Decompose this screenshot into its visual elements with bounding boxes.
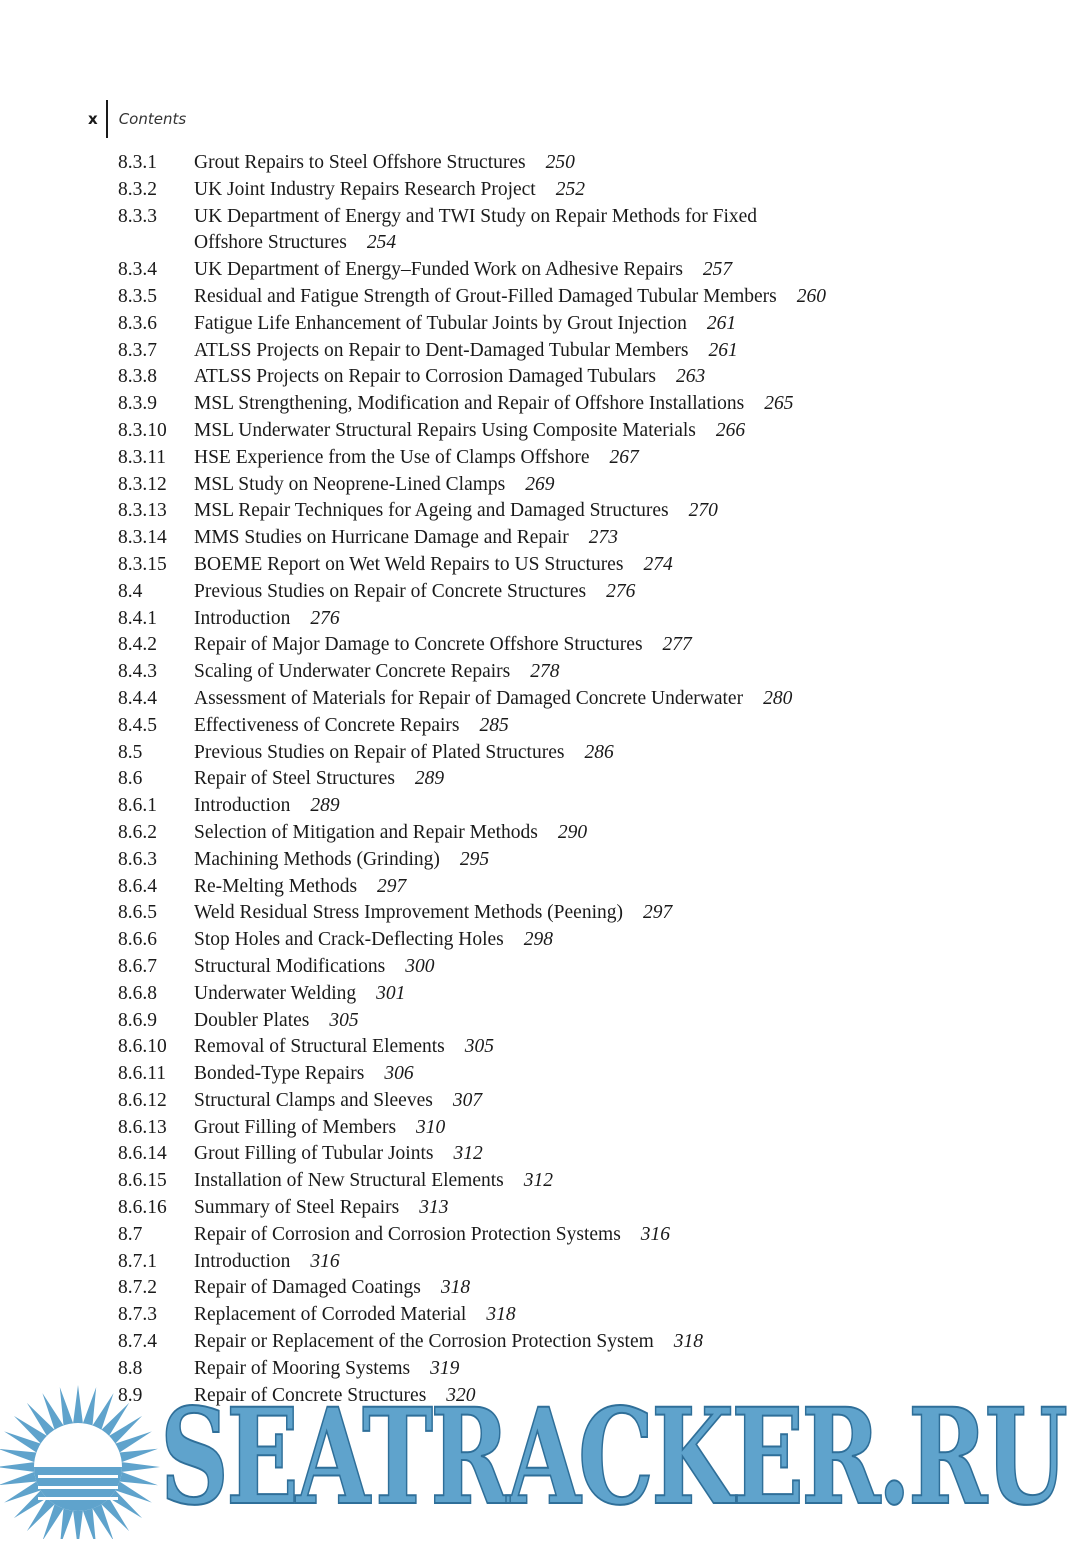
toc-entry-page: 290 [557, 821, 588, 843]
toc-entry-page: 261 [708, 339, 738, 361]
toc-entry-title: MSL Underwater Structural Repairs Using Composite Materials [194, 419, 696, 441]
toc-entry[interactable] [118, 1115, 1018, 1142]
toc-entry-title-block [194, 391, 1018, 418]
toc-entry-title: Introduction [194, 1250, 291, 1272]
toc-entry-title: Repair of Concrete Structures [194, 1384, 427, 1406]
toc-entry-number: 8.6.7 [118, 955, 157, 977]
toc-entry-title: Summary of Steel Repairs [194, 1197, 400, 1219]
toc-entry-number: 8.4.1 [118, 607, 157, 629]
toc-entry[interactable] [118, 686, 1018, 713]
toc-entry-page: 298 [523, 929, 554, 951]
toc-entry-title: Repair of Major Damage to Concrete Offshore Structures [194, 634, 643, 656]
toc-entry-title: Repair of Steel Structures [194, 768, 395, 790]
wave-line-icon [38, 1497, 118, 1500]
toc-entry[interactable] [118, 659, 1018, 686]
toc-entry-page: 310 [416, 1116, 446, 1138]
toc-entry-page: 257 [702, 259, 733, 281]
toc-entry-number: 8.8 [118, 1357, 143, 1379]
toc-entry[interactable] [118, 793, 1018, 820]
toc-entry-title: UK Department of Energy–Funded Work on Adhesive Repairs [194, 259, 683, 281]
toc-entry-title-block [194, 874, 1018, 901]
toc-entry-page: 307 [452, 1089, 483, 1111]
toc-entry-number: 8.6.2 [118, 821, 157, 843]
toc-entry-title-block [194, 204, 1018, 258]
toc-entry[interactable] [118, 981, 1018, 1008]
toc-entry-number: 8.7.2 [118, 1277, 157, 1299]
toc-entry-number: 8.3.6 [118, 312, 157, 334]
toc-entry-title-block [194, 713, 1018, 740]
toc-entry-title: MMS Studies on Hurricane Damage and Repair [194, 527, 569, 549]
sun-logo-icon [0, 1385, 160, 1539]
toc-entry-title-block [194, 472, 1018, 499]
toc-entry[interactable] [118, 525, 1018, 552]
toc-entry-number: 8.4.3 [118, 661, 157, 683]
toc-entry-title: Repair of Mooring Systems [194, 1357, 411, 1379]
toc-entry-number: 8.7.1 [118, 1250, 157, 1272]
toc-entry-title-block [194, 418, 1018, 445]
toc-entry-title-block [194, 847, 1018, 874]
toc-entry-page: 250 [545, 152, 575, 173]
toc-entry-title: MSL Study on Neoprene-Lined Clamps [194, 473, 506, 495]
toc-entry-title-block [194, 981, 1018, 1008]
toc-entry-number: 8.3.9 [118, 393, 157, 415]
toc-entry-number: 8.7 [118, 1223, 143, 1245]
toc-entry[interactable] [118, 364, 1018, 391]
toc-entry-title-block [194, 1329, 1018, 1356]
toc-entry-title: BOEME Report on Wet Weld Repairs to US Structures [194, 553, 624, 575]
toc-entry-title: Grout Filling of Tubular Joints [194, 1143, 434, 1165]
toc-entry-number: 8.9 [118, 1384, 143, 1406]
toc-entry-page: 263 [676, 366, 706, 388]
toc-entry-title: ATLSS Projects on Repair to Dent-Damaged Tubular Members [194, 339, 689, 361]
toc-entry[interactable] [118, 1061, 1018, 1088]
toc-entry[interactable] [118, 1302, 1018, 1329]
toc-entry-title-block [194, 1088, 1018, 1115]
toc-entry-title: Structural Modifications [194, 955, 386, 977]
toc-entry-page: 276 [310, 607, 340, 629]
toc-entry-page: 289 [310, 795, 340, 817]
toc-entry-page: 266 [715, 419, 746, 441]
toc-entry-number: 8.4.4 [118, 687, 157, 709]
toc-entry-page: 265 [764, 393, 794, 415]
toc-entry-page: 306 [384, 1063, 414, 1085]
toc-entry-title-block [194, 659, 1018, 686]
toc-entry-title-block [194, 927, 1018, 954]
toc-entry-number: 8.6.16 [118, 1197, 167, 1219]
toc-entry-title-block [194, 606, 1018, 633]
toc-entry-page: 301 [376, 982, 406, 1004]
toc-entry-title-block [194, 552, 1018, 579]
toc-entry[interactable] [118, 445, 1018, 472]
toc-entry-number: 8.4.2 [118, 634, 157, 656]
toc-entry[interactable] [118, 391, 1018, 418]
toc-entry-page: 305 [464, 1036, 494, 1058]
toc-entry[interactable] [118, 311, 1018, 338]
toc-entry[interactable] [118, 257, 1018, 284]
toc-entry-title-block [194, 1275, 1018, 1302]
toc-entry-title-block [194, 793, 1018, 820]
toc-entry-title: Grout Repairs to Steel Offshore Structures [194, 152, 526, 173]
toc-entry-title-block [194, 1222, 1018, 1249]
toc-entry-number: 8.3.13 [118, 500, 167, 522]
toc-entry-number: 8.6.15 [118, 1170, 167, 1192]
toc-entry-title: Selection of Mitigation and Repair Methods [194, 821, 538, 843]
toc-entry[interactable] [118, 472, 1018, 499]
toc-entry-title: UK Joint Industry Repairs Research Project [194, 178, 536, 200]
toc-entry-number: 8.6 [118, 768, 143, 790]
toc-entry-number: 8.3.5 [118, 285, 157, 307]
toc-entry[interactable] [118, 954, 1018, 981]
toc-entry-title-block [194, 498, 1018, 525]
toc-entry-number: 8.3.8 [118, 366, 157, 388]
watermark-graphic [0, 1375, 1080, 1539]
toc-entry[interactable] [118, 766, 1018, 793]
wave-line-icon [38, 1486, 118, 1489]
toc-entry-page: 276 [606, 580, 636, 602]
toc-entry-title-block [194, 820, 1018, 847]
page-header [88, 100, 186, 138]
toc-entry-title: Introduction [194, 795, 291, 817]
watermark [0, 1375, 1080, 1539]
toc-entry-title-block [194, 1168, 1018, 1195]
toc-entry[interactable] [118, 900, 1018, 927]
toc-entry-number: 8.6.1 [118, 795, 157, 817]
toc-entry-title: Repair or Replacement of the Corrosion Protection System [194, 1331, 654, 1353]
toc-entry-title: ATLSS Projects on Repair to Corrosion Damaged Tubulars [194, 366, 657, 388]
toc-entry-page: 312 [523, 1170, 554, 1192]
toc-entry-title: UK Department of Energy and TWI Study on Repair Methods for Fixed [194, 205, 758, 227]
toc-entry[interactable] [118, 1195, 1018, 1222]
toc-entry-title-block [194, 445, 1018, 472]
toc-entry[interactable] [118, 1168, 1018, 1195]
toc-entry-number: 8.3.7 [118, 339, 157, 361]
toc-entry[interactable] [118, 1008, 1018, 1035]
toc-entry-page: 289 [414, 768, 445, 790]
toc-entry-page: 312 [453, 1143, 483, 1165]
toc-entry[interactable] [118, 1088, 1018, 1115]
toc-entry-number: 8.7.4 [118, 1331, 157, 1353]
toc-entry-page: 297 [377, 875, 407, 897]
toc-entry-title-block [194, 686, 1018, 713]
toc-entry-page: 252 [555, 178, 585, 200]
toc-entry[interactable] [118, 204, 1018, 258]
toc-entry[interactable] [118, 632, 1018, 659]
toc-entry-title-block [194, 311, 1018, 338]
toc-entry[interactable] [118, 338, 1018, 365]
toc-entry-page: 277 [662, 634, 692, 656]
toc-entry-title-block [194, 766, 1018, 793]
toc-entry[interactable] [118, 1222, 1018, 1249]
toc-entry[interactable] [118, 418, 1018, 445]
toc-entry[interactable] [118, 740, 1018, 767]
toc-entry-page: 285 [479, 714, 509, 736]
toc-entry-title: Grout Filling of Members [194, 1116, 397, 1138]
toc-entry-number: 8.3.3 [118, 205, 157, 227]
toc-entry-number: 8.4.5 [118, 714, 157, 736]
toc-entry[interactable] [118, 847, 1018, 874]
toc-entry-title-block [194, 1061, 1018, 1088]
toc-entry-number: 8.3.2 [118, 178, 157, 200]
toc-entry-page: 270 [688, 500, 718, 522]
toc-entry-title-block [194, 150, 1018, 177]
running-head: Contents [118, 110, 187, 128]
toc-entry-title: Replacement of Corroded Material [194, 1304, 467, 1326]
toc-entry-title: Structural Clamps and Sleeves [194, 1089, 433, 1111]
toc-entry-page: 316 [310, 1250, 340, 1272]
toc-entry-number: 8.5 [118, 741, 143, 763]
toc-entry[interactable] [118, 606, 1018, 633]
toc-entry[interactable] [118, 177, 1018, 204]
toc-entry-number: 8.6.3 [118, 848, 157, 870]
toc-entry-page: 267 [609, 446, 639, 468]
toc-entry-number: 8.6.8 [118, 982, 157, 1004]
toc-entry-title: Previous Studies on Repair of Plated Structures [194, 741, 565, 763]
toc-entry-number: 8.6.5 [118, 902, 157, 924]
toc-entry-title: Fatigue Life Enhancement of Tubular Joints by Grout Injection [194, 312, 687, 334]
toc-entry-number: 8.6.4 [118, 875, 157, 897]
toc-entry-page: 254 [366, 232, 397, 254]
watermark-text: SEATRACKER.RU [160, 1380, 1067, 1535]
toc-entry-page: 278 [530, 661, 560, 683]
toc-entry[interactable] [118, 713, 1018, 740]
toc-entry-title-block [194, 632, 1018, 659]
toc-entry-title: Machining Methods (Grinding) [194, 848, 440, 870]
toc-entry-number: 8.7.3 [118, 1304, 157, 1326]
wave-line-icon [38, 1475, 118, 1478]
toc-entry-number: 8.4 [118, 580, 143, 602]
toc-entry-title: Removal of Structural Elements [194, 1036, 445, 1058]
toc-entry[interactable] [118, 1141, 1018, 1168]
toc-entry-title-block [194, 579, 1018, 606]
toc-entry-page: 280 [763, 687, 793, 709]
toc-entry-page: 269 [525, 473, 555, 495]
toc-entry-title: Effectiveness of Concrete Repairs [194, 714, 460, 736]
toc-entry-title-block [194, 740, 1018, 767]
toc-entry-title-block [194, 1141, 1018, 1168]
toc-entry[interactable] [118, 874, 1018, 901]
toc-entry-title: Installation of New Structural Elements [194, 1170, 504, 1192]
toc-entry-page: 286 [584, 741, 614, 763]
toc-entry-title-block [194, 338, 1018, 365]
toc-entry-page: 274 [643, 553, 673, 575]
toc-entry-title-block [194, 1249, 1018, 1276]
toc-entry-title-block [194, 1195, 1018, 1222]
toc-entry[interactable] [118, 927, 1018, 954]
toc-entry-number: 8.6.12 [118, 1089, 167, 1111]
toc-entry[interactable] [118, 284, 1018, 311]
toc-entry-number: 8.6.9 [118, 1009, 157, 1031]
toc-entry[interactable] [118, 579, 1018, 606]
toc-entry-title-continued: Offshore Structures [194, 232, 347, 254]
toc-entry-number: 8.6.13 [118, 1116, 167, 1138]
toc-entry-page: 318 [673, 1331, 704, 1353]
toc-entry-title: Weld Residual Stress Improvement Methods (Peening) [194, 902, 623, 924]
toc-entry-title: Scaling of Underwater Concrete Repairs [194, 661, 511, 683]
toc-entry-number: 8.3.4 [118, 259, 157, 281]
toc-entry-page: 295 [459, 848, 490, 870]
toc-entry-page: 300 [405, 955, 435, 977]
toc-entry-page: 316 [640, 1223, 671, 1245]
toc-entry-title-block [194, 284, 1018, 311]
toc-entry-number: 8.3.11 [118, 446, 167, 468]
toc-entry-title: Previous Studies on Repair of Concrete Structures [194, 580, 587, 602]
toc-entry-title-block [194, 1115, 1018, 1142]
toc-entry-title: MSL Repair Techniques for Ageing and Damaged Structures [194, 500, 669, 522]
toc-entry-title: Doubler Plates [194, 1009, 310, 1031]
toc-entry-title: HSE Experience from the Use of Clamps Offshore [194, 446, 590, 468]
toc-entry[interactable] [118, 1275, 1018, 1302]
toc-entry-number: 8.6.11 [118, 1063, 167, 1085]
toc-entry-page: 318 [440, 1277, 471, 1299]
toc-entry[interactable] [118, 820, 1018, 847]
toc-entry-number: 8.3.15 [118, 553, 167, 575]
toc-entry[interactable] [118, 552, 1018, 579]
toc-entry[interactable] [118, 150, 1018, 177]
toc-entry-number: 8.3.10 [118, 419, 167, 441]
toc-entry-page: 297 [642, 902, 673, 924]
toc-entry-title: Re-Melting Methods [194, 875, 358, 897]
toc-entry-number: 8.6.14 [118, 1143, 167, 1165]
toc-entry-title: MSL Strengthening, Modification and Repair of Offshore Installations [194, 393, 745, 415]
toc-entry-title-block [194, 177, 1018, 204]
toc-entry-title: Residual and Fatigue Strength of Grout-Filled Damaged Tubular Members [194, 285, 777, 307]
toc-entry-title-block [194, 257, 1018, 284]
toc-entry-title-block [194, 954, 1018, 981]
toc-entry-number: 8.3.14 [118, 527, 167, 549]
toc-entry[interactable] [118, 1249, 1018, 1276]
toc-entry-title-block [194, 1034, 1018, 1061]
toc-entry-page: 318 [486, 1304, 516, 1326]
toc-entry-title-block [194, 1302, 1018, 1329]
toc-entry-page: 273 [588, 527, 618, 549]
toc-entry-number: 8.6.10 [118, 1036, 167, 1058]
toc-entry[interactable] [118, 498, 1018, 525]
toc-entry-title: Assessment of Materials for Repair of Damaged Concrete Underwater [194, 687, 744, 709]
toc-entry-title: Introduction [194, 607, 291, 629]
toc-entry-title-block [194, 1008, 1018, 1035]
toc-entry-page: 319 [430, 1357, 460, 1379]
toc-entry-page: 313 [419, 1197, 449, 1219]
toc-entry-page: 261 [706, 312, 737, 334]
table-of-contents [118, 150, 1018, 1409]
toc-entry-number: 8.3.12 [118, 473, 167, 495]
toc-entry-title: Repair of Corrosion and Corrosion Protection Systems [194, 1223, 621, 1245]
toc-entry[interactable] [118, 1329, 1018, 1356]
toc-entry-title-block [194, 900, 1018, 927]
toc-entry-title-block [194, 525, 1018, 552]
toc-entry-title-block [194, 364, 1018, 391]
toc-entry-page: 260 [796, 285, 827, 307]
toc-entry-title: Repair of Damaged Coatings [194, 1277, 421, 1299]
toc-entry-page: 305 [329, 1009, 359, 1031]
toc-entry-number: 8.3.1 [118, 152, 157, 173]
page-folio: x [88, 109, 98, 128]
toc-entry[interactable] [118, 1034, 1018, 1061]
toc-entry-title: Stop Holes and Crack-Deflecting Holes [194, 929, 504, 951]
toc-entry-title: Underwater Welding [194, 982, 357, 1004]
toc-entry-page: 320 [446, 1384, 476, 1406]
toc-entry-title: Bonded-Type Repairs [194, 1063, 365, 1085]
toc-entry-number: 8.6.6 [118, 929, 157, 951]
